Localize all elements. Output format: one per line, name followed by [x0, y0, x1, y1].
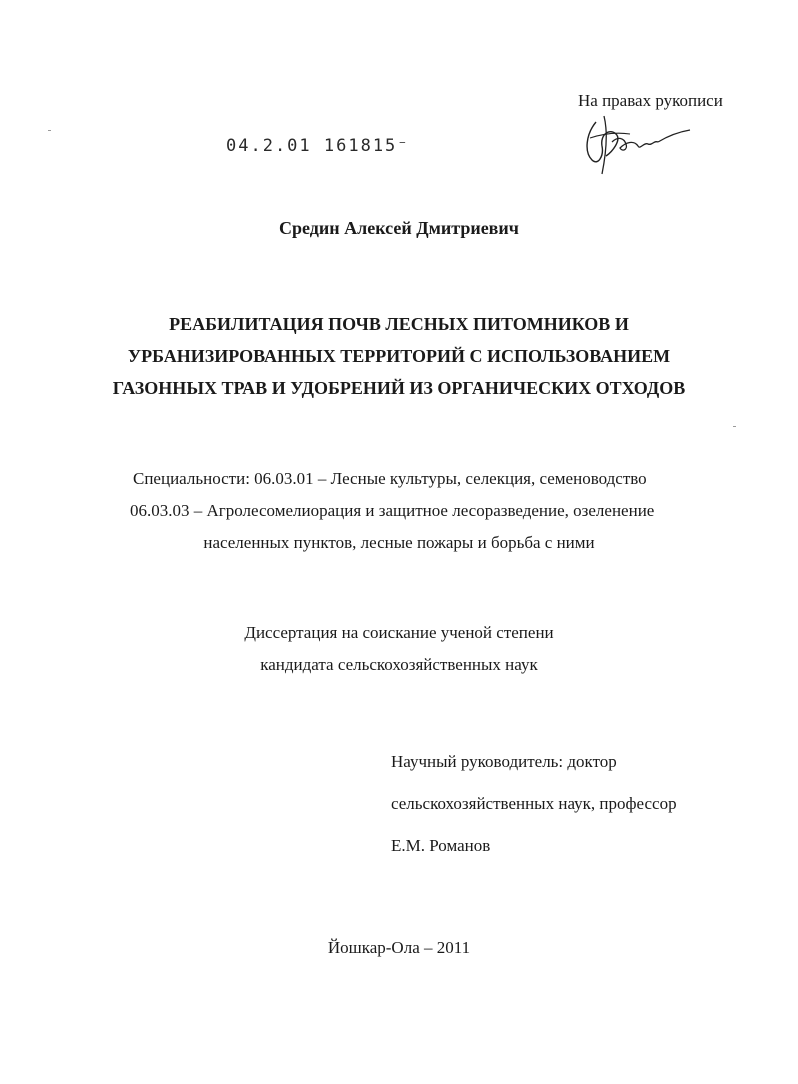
specialty-line: населенных пунктов, лесные пожары и борьба с ними — [203, 533, 595, 552]
supervisor-line: сельскохозяйственных наук, профессор — [391, 794, 677, 813]
scan-speck — [733, 426, 736, 427]
registration-stamp-number: 04.2.01 161815⁻ — [226, 136, 410, 156]
scan-speck — [48, 130, 51, 131]
degree-line: кандидата сельскохозяйственных наук — [260, 655, 538, 674]
title-line: РЕАБИЛИТАЦИЯ ПОЧВ ЛЕСНЫХ ПИТОМНИКОВ И — [169, 314, 629, 334]
manuscript-rights-note: На правах рукописи — [578, 91, 723, 110]
author-name: Средин Алексей Дмитриевич — [279, 218, 519, 238]
specialty-line: Специальности: 06.03.01 – Лесные культуры, селекция, семеноводство — [133, 469, 647, 488]
supervisor-name: Е.М. Романов — [391, 836, 491, 855]
degree-statement — [0, 617, 798, 681]
author-signature — [582, 112, 692, 176]
title-line: УРБАНИЗИРОВАННЫХ ТЕРРИТОРИЙ С ИСПОЛЬЗОВАНИЕМ — [127, 346, 671, 366]
dissertation-title — [0, 308, 798, 404]
supervisor-line: Научный руководитель: доктор — [391, 752, 617, 771]
degree-line: Диссертация на соискание ученой степени — [244, 623, 554, 642]
title-line: ГАЗОННЫХ ТРАВ И УДОБРЕНИЙ ИЗ ОРГАНИЧЕСКИХ ОТХОДОВ — [112, 378, 686, 398]
specialty-line: 06.03.03 – Агролесомелиорация и защитное лесоразведение, озеленение — [130, 501, 655, 520]
scientific-supervisor — [391, 741, 677, 867]
city-year: Йошкар-Ола – 2011 — [327, 938, 471, 957]
